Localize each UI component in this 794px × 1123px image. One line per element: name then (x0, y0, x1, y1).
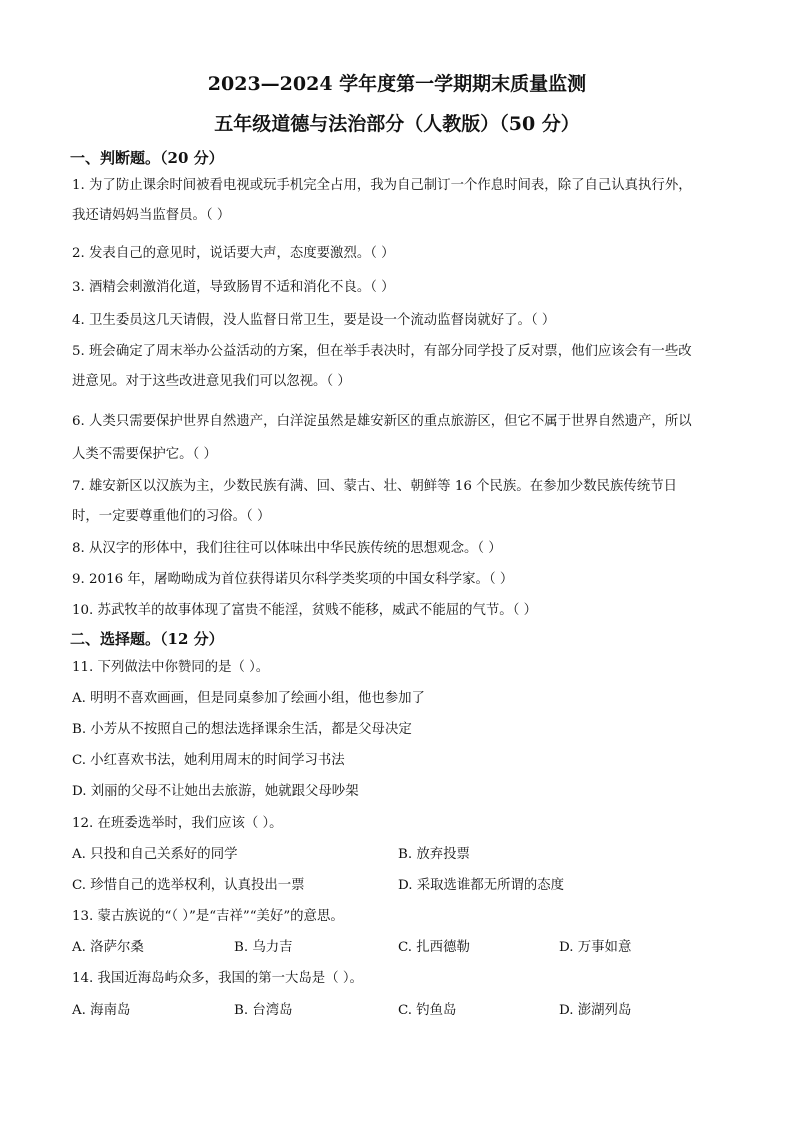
question-11-option-c: C. 小红喜欢书法，她利用周末的时间学习书法 (72, 753, 345, 768)
section-heading-multiple-choice: 二、选择题。（12 分） (70, 630, 224, 648)
question-14-option-d: D. 澎湖列岛 (559, 1003, 632, 1018)
question-5-line-2: 进意见。对于这些改进意见我们可以忽视。（ ） (72, 374, 351, 389)
question-12-option-c: C. 珍惜自己的选举权利，认真投出一票 (72, 878, 305, 893)
question-13-option-a: A. 洛萨尔桑 (72, 940, 144, 955)
question-13-stem: 13. 蒙古族说的“（ ）”是“吉祥”“美好”的意思。 (72, 909, 344, 924)
question-11-option-d: D. 刘丽的父母不让她出去旅游，她就跟父母吵架 (72, 784, 359, 799)
question-11-option-a: A. 明明不喜欢画画，但是同桌参加了绘画小组，他也参加了 (72, 691, 425, 706)
question-3: 3. 酒精会刺激消化道，导致肠胃不适和消化不良。（ ） (72, 280, 395, 295)
question-2: 2. 发表自己的意见时，说话要大声，态度要激烈。（ ） (72, 246, 395, 261)
question-13-option-b: B. 乌力吉 (234, 940, 293, 955)
question-8: 8. 从汉字的形体中，我们往往可以体味出中华民族传统的思想观念。（ ） (72, 541, 502, 556)
exam-subtitle: 五年级道德与法治部分（人教版）（50 分） (214, 113, 580, 135)
question-12-stem: 12. 在班委选举时，我们应该（ ）。 (72, 816, 283, 831)
exam-title: 2023—2024 学年度第一学期期末质量监测 (207, 73, 587, 95)
question-14-stem: 14. 我国近海岛屿众多，我国的第一大岛是（ ）。 (72, 971, 363, 986)
question-14-option-c: C. 钓鱼岛 (398, 1003, 457, 1018)
question-12-option-d: D. 采取选谁都无所谓的态度 (398, 878, 565, 893)
question-7-line-1: 7. 雄安新区以汉族为主，少数民族有满、回、蒙古、壮、朝鲜等 16 个民族。在参加少数民族传统节日 (72, 479, 677, 494)
question-5-line-1: 5. 班会确定了周末举办公益活动的方案，但在举手表决时，有部分同学投了反对票，他们应该会有一些改 (72, 344, 692, 359)
question-6-line-1: 6. 人类只需要保护世界自然遗产，白洋淀虽然是雄安新区的重点旅游区，但它不属于世界自然遗产，所以 (72, 414, 692, 429)
question-4: 4. 卫生委员这几天请假，没人监督日常卫生，要是设一个流动监督岗就好了。（ ） (72, 313, 556, 328)
question-14-option-b: B. 台湾岛 (234, 1003, 293, 1018)
question-13-option-d: D. 万事如意 (559, 940, 632, 955)
question-1-line-2: 我还请妈妈当监督员。（ ） (72, 208, 231, 223)
question-13-option-c: C. 扎西德勒 (398, 940, 470, 955)
question-12-option-b: B. 放弃投票 (398, 847, 470, 862)
question-11-stem: 11. 下列做法中你赞同的是（ ）。 (72, 660, 270, 675)
question-1-line-1: 1. 为了防止课余时间被看电视或玩手机完全占用，我为自己制订一个作息时间表，除了自己认真执行外， (72, 178, 692, 193)
question-12-option-a: A. 只投和自己关系好的同学 (72, 847, 238, 862)
question-14-option-a: A. 海南岛 (72, 1003, 131, 1018)
question-10: 10. 苏武牧羊的故事体现了富贵不能淫，贫贱不能移，威武不能屈的气节。（ ） (72, 603, 537, 618)
question-7-line-2: 时，一定要尊重他们的习俗。（ ） (72, 509, 271, 524)
question-11-option-b: B. 小芳从不按照自己的想法选择课余生活，都是父母决定 (72, 722, 412, 737)
question-6-line-2: 人类不需要保护它。（ ） (72, 447, 217, 462)
question-9: 9. 2016 年，屠呦呦成为首位获得诺贝尔科学类奖项的中国女科学家。（ ） (72, 572, 514, 587)
section-heading-true-false: 一、判断题。（20 分） (70, 149, 224, 167)
